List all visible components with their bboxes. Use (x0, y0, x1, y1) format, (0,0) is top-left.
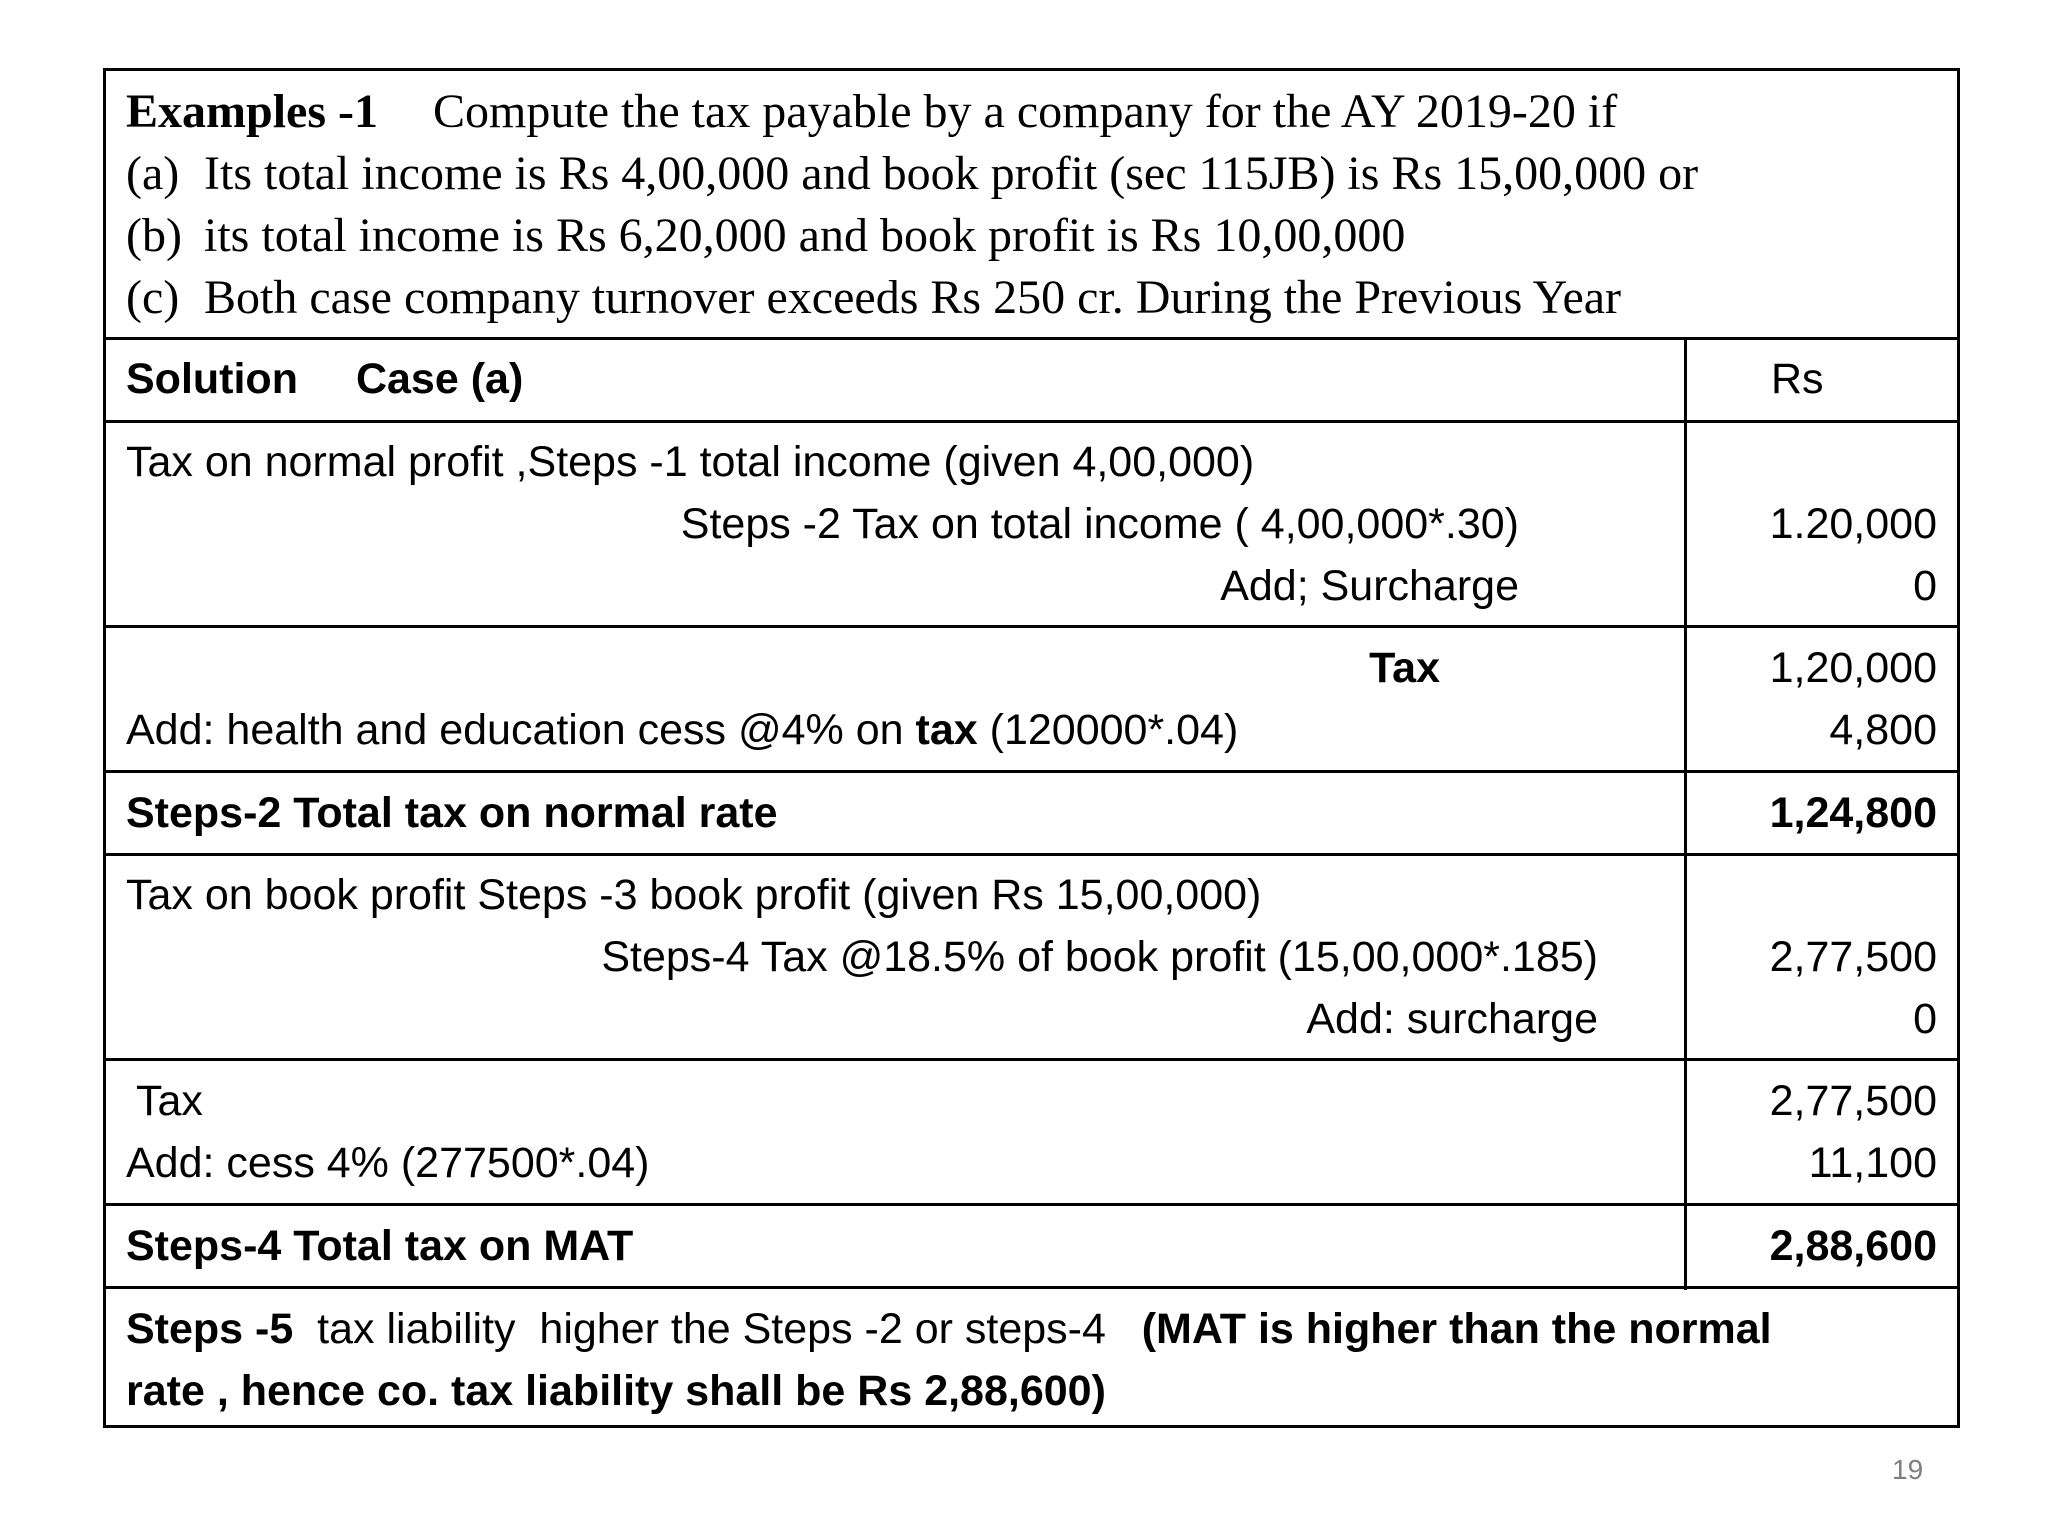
mat-surcharge-value: 0 (1913, 995, 1937, 1043)
divider (106, 1203, 1957, 1206)
normal-cess-value: 4,800 (1829, 706, 1937, 754)
normal-step-2-value: 1.20,000 (1769, 500, 1937, 548)
mat-step-4-value: 2,77,500 (1769, 933, 1937, 981)
divider (106, 770, 1957, 773)
divider (106, 420, 1957, 423)
solution-table (103, 68, 1960, 1428)
conclusion-line-1: Steps -5 tax liability higher the Steps -2 or steps-4 (MAT is higher than the normal (126, 1305, 1772, 1353)
mat-total-value: 2,88,600 (1769, 1222, 1937, 1270)
mat-step-3: Tax on book profit Steps -3 book profit (given Rs 15,00,000) (126, 871, 1262, 919)
mat-cess-value: 11,100 (1808, 1139, 1937, 1187)
mat-surcharge: Add: surcharge (1306, 995, 1598, 1043)
mat-total-label: Steps-4 Total tax on MAT (126, 1222, 634, 1270)
column-divider (1684, 340, 1687, 1290)
question-item-c: (c) Both case company turnover exceeds Rs 250 cr. During the Previous Year (126, 271, 1622, 324)
normal-total-value: 1,24,800 (1769, 789, 1937, 837)
question-intro: Compute the tax payable by a company for the AY 2019-20 if (433, 85, 1618, 138)
conclusion-line-2: rate , hence co. tax liability shall be Rs 2,88,600) (126, 1367, 1106, 1415)
normal-step-2: Steps -2 Tax on total income ( 4,00,000*.30) (680, 500, 1519, 548)
normal-total-label: Steps-2 Total tax on normal rate (126, 789, 778, 837)
mat-tax-value: 2,77,500 (1769, 1077, 1937, 1125)
question-item-b: (b) its total income is Rs 6,20,000 and book profit is Rs 10,00,000 (126, 209, 1406, 262)
question-heading (126, 81, 1617, 143)
normal-step-1: Tax on normal profit ,Steps -1 total income (given 4,00,000) (126, 438, 1255, 486)
divider (106, 1058, 1957, 1061)
page-number: 19 (1892, 1454, 1924, 1485)
normal-tax-value: 1,20,000 (1769, 644, 1937, 692)
divider (106, 853, 1957, 856)
normal-cess: Add: health and education cess @4% on tax (120000*.04) (126, 706, 1239, 754)
divider (106, 337, 1957, 340)
question-item-a: (a) Its total income is Rs 4,00,000 and book profit (sec 115JB) is Rs 15,00,000 or (126, 147, 1699, 200)
normal-surcharge-value: 0 (1913, 562, 1937, 610)
divider (106, 625, 1957, 628)
normal-surcharge: Add; Surcharge (1220, 562, 1519, 610)
mat-step-4: Steps-4 Tax @18.5% of book profit (15,00,000*.185) (601, 933, 1598, 981)
question-title: Examples -1 (126, 85, 378, 138)
divider (106, 1286, 1957, 1289)
solution-header: Solution Case (a) (126, 355, 524, 403)
unit-header: Rs (1771, 355, 1824, 403)
normal-tax-label: Tax (1369, 644, 1440, 692)
mat-tax-label: Tax (136, 1077, 203, 1125)
mat-cess: Add: cess 4% (277500*.04) (126, 1139, 650, 1187)
